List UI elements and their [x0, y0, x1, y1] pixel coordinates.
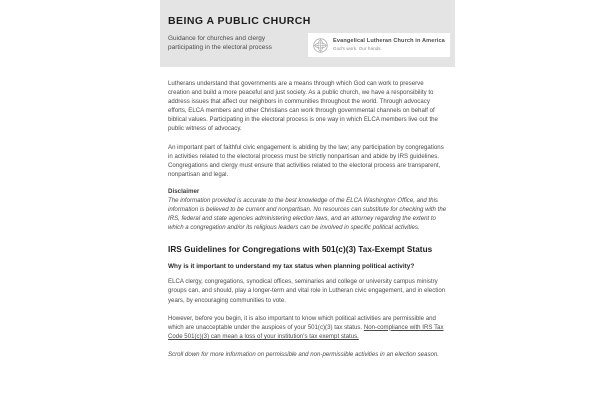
paragraph-civic-engagement: An important part of faithful civic engagement is abiding by the law; any participation by congregations in activities related to the electoral process must be strictly nonpartisan and abide by IRS guidelines. Congregations and clergy must ensure that activities related to the electoral process are transparent, nonpartisan and legal. [168, 143, 444, 178]
elca-circular-emblem-icon [313, 38, 328, 53]
body-top-spacer [168, 67, 447, 79]
compliance-lead-text: However, before you begin, it is also important to know which political activities are permissible and which are unacceptable under the auspices of your 501(c)(3) tax status. [168, 314, 436, 331]
paragraph-intro: Lutherans understand that governments are a means through which God can work to preserve creation and build a more peaceful and just society. As a public church, we have a responsibility to address issues that affect our neighbors in communities throughout the world. Through advocacy efforts, ELCA members and other Christians can work through governmental channels on behalf of biblical values. Participating in the electoral process is one way in which ELCA members live out the public witness of advocacy. [168, 80, 438, 133]
organization-tagline: God's work. Our hands. [333, 45, 382, 51]
header-subtitle-line-1: Guidance for churches and clergy [168, 35, 266, 42]
page-title: BEING A PUBLIC CHURCH [168, 15, 311, 27]
disclaimer-heading: Disclaimer [168, 187, 200, 195]
irs-question-heading: Why is it important to understand my tax status when planning political activity? [168, 263, 415, 271]
paragraph-compliance [168, 314, 447, 341]
header-subtitle [168, 34, 318, 53]
organization-logo [308, 33, 450, 57]
compliance-underlined-warning: Non-compliance with IRS Tax Code 501(c)(3) can mean a loss of your institution's tax exempt status. [168, 323, 444, 340]
document-body [160, 67, 455, 359]
document-page [160, 0, 455, 400]
paragraph-irs-answer: ELCA clergy, congregations, synodical offices, seminaries and college or university campus ministry groups can, and should, play a longer-term and vital role in Lutheran civic engagement, and in election years, by encouraging communities to vote. [168, 278, 446, 304]
document-header-banner [160, 0, 455, 67]
organization-name: Evangelical Lutheran Church in America [333, 37, 445, 44]
logo-text-block [333, 39, 445, 51]
header-subtitle-line-2: participating in the electoral process [168, 44, 272, 52]
irs-guidelines-heading: IRS Guidelines for Congregations with 501(c)(3) Tax-Exempt Status [168, 245, 433, 255]
disclaimer-text: The information provided is accurate to the best knowledge of the ELCA Washington Office, and this information is believed to be current and nonpartisan. No resources can substitute for checking with the IRS, federal and state agencies administering election laws, and an attorney regarding the extent to which a congregation and/or its religious leaders can be involved in specific political activities. [168, 196, 447, 232]
scroll-down-note: Scroll down for more information on permissible and non-permissible activities in an election season. [168, 350, 439, 358]
